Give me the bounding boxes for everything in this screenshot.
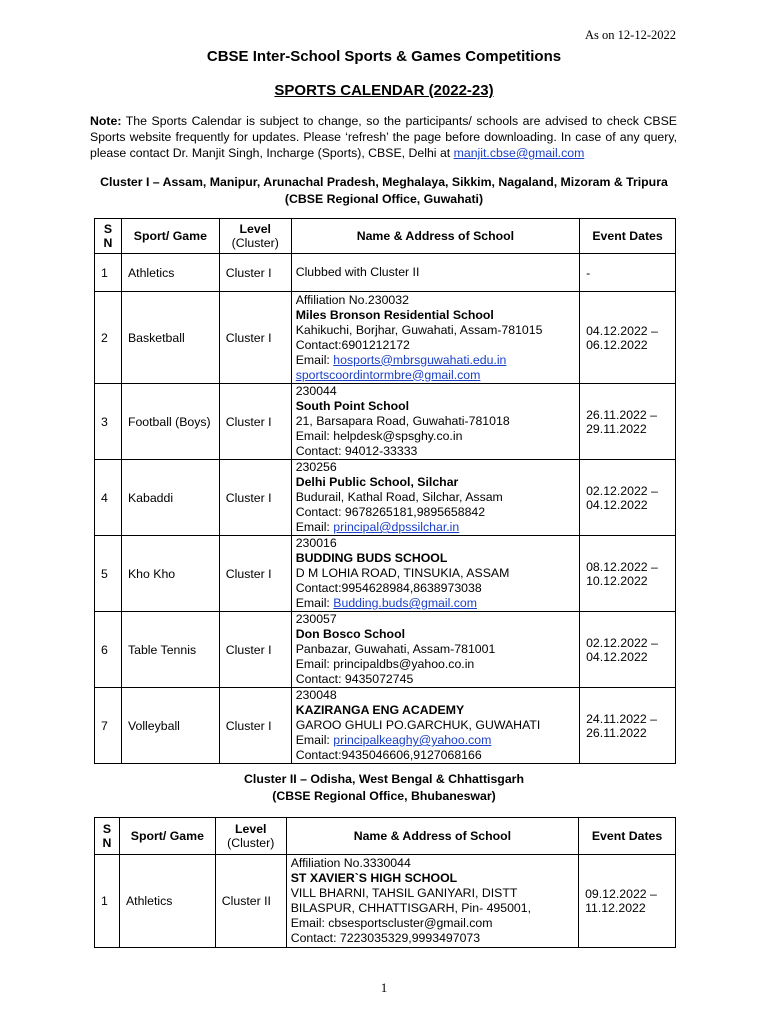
level-header bbox=[215, 818, 286, 855]
school-line-text: Email: bbox=[295, 352, 334, 367]
school-name bbox=[291, 871, 574, 886]
school-line-text: Contact:6901212172 bbox=[295, 337, 410, 352]
school-line-text: BUDDING BUDS SCHOOL bbox=[295, 551, 448, 565]
email-link[interactable]: principal@dpssilchar.in bbox=[333, 520, 460, 534]
event-dates-cell: 02.12.2022 – 04.12.2022 bbox=[580, 460, 676, 536]
school-header: Name & Address of School bbox=[286, 818, 578, 855]
table-row bbox=[95, 536, 676, 612]
school-line-text: 21, Barsapara Road, Guwahati-781018 bbox=[295, 414, 510, 428]
school-detail-line bbox=[296, 672, 575, 687]
cluster2-heading-line1: Cluster II – Odisha, West Bengal & Chhattisgarh bbox=[244, 772, 524, 786]
event-dates-cell: 26.11.2022 – 29.11.2022 bbox=[580, 384, 676, 460]
note-text: The Sports Calendar is subject to change, so the participants/ schools are advised to check CBSE Sports website frequently for updates. Please ‘refresh’ the page before downloading. In case of any query, please contact Dr. Manjit Singh, Incharge (Sports), CBSE, Delhi at bbox=[90, 114, 677, 160]
school-detail-line bbox=[296, 642, 575, 657]
email-link[interactable]: principalkeaghy@yahoo.com bbox=[333, 733, 492, 747]
school-line-text: VILL BHARNI, TAHSIL GANIYARI, DISTT bbox=[290, 886, 518, 900]
email-link[interactable]: sportscoordintormbre@gmail.com bbox=[295, 367, 481, 382]
school-detail-line bbox=[296, 733, 575, 748]
school-detail-line bbox=[296, 460, 575, 475]
event-dates-cell: 09.12.2022 – 11.12.2022 bbox=[579, 855, 676, 948]
school-cell bbox=[286, 855, 578, 948]
note-paragraph bbox=[90, 113, 677, 161]
school-line-text: Contact: 9435072745 bbox=[295, 672, 414, 686]
cluster2-heading bbox=[0, 771, 768, 804]
cluster2-heading-line2: (CBSE Regional Office, Bhubaneswar) bbox=[272, 788, 496, 803]
school-cell bbox=[291, 612, 579, 688]
dates-header: Event Dates bbox=[580, 219, 676, 254]
note-label: Note: bbox=[90, 114, 122, 128]
page-number: 1 bbox=[380, 980, 388, 995]
sport-cell: Basketball bbox=[121, 292, 219, 384]
sport-cell: Athletics bbox=[121, 254, 219, 292]
level-cell: Cluster I bbox=[219, 254, 291, 292]
table-row bbox=[95, 460, 676, 536]
school-detail-line bbox=[296, 353, 575, 368]
school-line-text: Email: cbsesportscluster@gmail.com bbox=[290, 916, 493, 930]
school-detail-line bbox=[296, 429, 575, 444]
cluster1-heading-line2: (CBSE Regional Office, Guwahati) bbox=[284, 191, 484, 206]
event-dates-cell: 02.12.2022 – 04.12.2022 bbox=[580, 612, 676, 688]
school-line-text: Panbazar, Guwahati, Assam-781001 bbox=[295, 642, 496, 656]
table-row bbox=[95, 254, 676, 292]
school-detail-line bbox=[296, 368, 575, 383]
school-line-text: GAROO GHULI PO.GARCHUK, GUWAHATI bbox=[295, 718, 541, 732]
table-row bbox=[95, 612, 676, 688]
cluster1-heading bbox=[0, 174, 768, 207]
sport-cell: Kabaddi bbox=[121, 460, 219, 536]
table-row bbox=[95, 384, 676, 460]
sn-cell: 1 bbox=[95, 254, 122, 292]
sn-cell: 5 bbox=[95, 536, 122, 612]
school-line-text: 230256 bbox=[295, 460, 337, 474]
school-name bbox=[296, 308, 575, 323]
school-cell bbox=[291, 536, 579, 612]
level-header-sub: (Cluster) bbox=[231, 236, 279, 250]
school-detail-line bbox=[296, 596, 575, 611]
school-detail-line bbox=[296, 657, 575, 672]
school-detail-line bbox=[296, 718, 575, 733]
school-cell bbox=[291, 292, 579, 384]
school-line-text: Miles Bronson Residential School bbox=[295, 307, 494, 322]
sn-header: S N bbox=[95, 219, 122, 254]
sn-cell: 3 bbox=[95, 384, 122, 460]
school-line-text: Email: bbox=[295, 520, 334, 534]
school-detail-line bbox=[291, 916, 574, 931]
school-detail-line bbox=[296, 414, 575, 429]
table-row bbox=[95, 292, 676, 384]
school-detail-line bbox=[296, 265, 575, 280]
school-detail-line bbox=[296, 520, 575, 535]
school-line-text: South Point School bbox=[295, 399, 410, 413]
sn-header: S N bbox=[95, 818, 120, 855]
school-detail-line bbox=[296, 536, 575, 551]
level-cell: Cluster I bbox=[219, 292, 291, 384]
school-line-text: 230016 bbox=[295, 536, 337, 550]
level-cell: Cluster I bbox=[219, 384, 291, 460]
school-detail-line bbox=[296, 688, 575, 703]
school-line-text: Email: bbox=[295, 596, 334, 610]
school-detail-line bbox=[291, 886, 574, 901]
school-line-text: Affiliation No.230032 bbox=[295, 292, 409, 307]
subtitle-text: SPORTS CALENDAR (2022-23) bbox=[274, 82, 494, 99]
school-line-text: 230048 bbox=[295, 688, 337, 702]
school-line-text: Contact:9435046606,9127068166 bbox=[295, 748, 482, 762]
event-dates-cell: - bbox=[580, 254, 676, 292]
school-name bbox=[296, 399, 575, 414]
sport-header: Sport/ Game bbox=[121, 219, 219, 254]
school-detail-line bbox=[296, 444, 575, 459]
school-line-text: Clubbed with Cluster II bbox=[295, 265, 420, 279]
school-detail-line bbox=[296, 384, 575, 399]
sn-cell: 6 bbox=[95, 612, 122, 688]
school-line-text: Contact: 9678265181,9895658842 bbox=[295, 505, 486, 519]
school-detail-line bbox=[296, 566, 575, 581]
school-line-text: Email: bbox=[295, 733, 334, 747]
school-detail-line bbox=[296, 338, 575, 353]
event-dates-cell: 08.12.2022 – 10.12.2022 bbox=[580, 536, 676, 612]
sn-cell: 2 bbox=[95, 292, 122, 384]
school-line-text: Affiliation No.3330044 bbox=[290, 856, 411, 870]
sport-cell: Kho Kho bbox=[121, 536, 219, 612]
level-header-label: Level bbox=[239, 222, 271, 236]
school-line-text: KAZIRANGA ENG ACADEMY bbox=[295, 703, 465, 717]
level-cell: Cluster I bbox=[219, 612, 291, 688]
contact-email-link[interactable]: manjit.cbse@gmail.com bbox=[453, 146, 585, 160]
sn-cell: 4 bbox=[95, 460, 122, 536]
school-header: Name & Address of School bbox=[291, 219, 579, 254]
dates-header: Event Dates bbox=[579, 818, 676, 855]
school-cell bbox=[291, 688, 579, 764]
school-detail-line bbox=[296, 612, 575, 627]
school-cell bbox=[291, 384, 579, 460]
school-name bbox=[296, 627, 575, 642]
cluster1-heading-line1: Cluster I – Assam, Manipur, Arunachal Pradesh, Meghalaya, Sikkim, Nagaland, Mizoram & Tripura bbox=[100, 175, 668, 189]
table-row bbox=[95, 688, 676, 764]
school-detail-line bbox=[296, 490, 575, 505]
school-cell bbox=[291, 254, 579, 292]
school-line-text: Email: principaldbs@yahoo.co.in bbox=[295, 657, 475, 671]
document-subtitle bbox=[0, 82, 768, 99]
school-cell bbox=[291, 460, 579, 536]
school-line-text: ST XAVIER`S HIGH SCHOOL bbox=[290, 871, 458, 885]
sport-cell: Athletics bbox=[119, 855, 215, 948]
level-cell: Cluster II bbox=[215, 855, 286, 948]
email-link[interactable]: Budding.buds@gmail.com bbox=[333, 596, 478, 610]
school-detail-line bbox=[296, 748, 575, 763]
school-line-text: BILASPUR, CHHATTISGARH, Pin- 495001, bbox=[290, 901, 532, 915]
school-name bbox=[296, 703, 575, 718]
school-detail-line bbox=[296, 505, 575, 520]
school-line-text: Delhi Public School, Silchar bbox=[295, 475, 459, 489]
school-detail-line bbox=[291, 931, 574, 946]
sport-cell: Football (Boys) bbox=[121, 384, 219, 460]
school-line-text: Contact:9954628984,8638973038 bbox=[295, 581, 482, 595]
sn-cell: 1 bbox=[95, 855, 120, 948]
level-cell: Cluster I bbox=[219, 460, 291, 536]
email-link[interactable]: hosports@mbrsguwahati.edu.in bbox=[333, 352, 507, 367]
school-detail-line bbox=[291, 901, 574, 916]
level-cell: Cluster I bbox=[219, 536, 291, 612]
level-header-label: Level bbox=[235, 822, 267, 836]
event-dates-cell: 04.12.2022 – 06.12.2022 bbox=[580, 292, 676, 384]
school-line-text: Kahikuchi, Borjhar, Guwahati, Assam-781015 bbox=[295, 322, 543, 337]
cluster1-table bbox=[94, 218, 676, 764]
level-cell: Cluster I bbox=[219, 688, 291, 764]
school-line-text: 230057 bbox=[295, 612, 337, 626]
school-line-text: Email: helpdesk@spsghy.co.in bbox=[295, 429, 463, 443]
school-line-text: Budurail, Kathal Road, Silchar, Assam bbox=[295, 490, 503, 504]
sport-cell: Volleyball bbox=[121, 688, 219, 764]
school-line-text: D M LOHIA ROAD, TINSUKIA, ASSAM bbox=[295, 566, 510, 580]
document-title: CBSE Inter-School Sports & Games Competitions bbox=[206, 48, 562, 65]
sport-cell: Table Tennis bbox=[121, 612, 219, 688]
as-of-date: As on 12-12-2022 bbox=[585, 28, 676, 42]
level-header-sub: (Cluster) bbox=[227, 836, 275, 850]
school-line-text: Contact: 7223035329,9993497073 bbox=[290, 931, 481, 945]
school-detail-line bbox=[296, 293, 575, 308]
cluster2-table bbox=[94, 817, 676, 948]
sn-cell: 7 bbox=[95, 688, 122, 764]
school-detail-line bbox=[296, 581, 575, 596]
school-detail-line bbox=[291, 856, 574, 871]
school-name bbox=[296, 475, 575, 490]
school-name bbox=[296, 551, 575, 566]
school-line-text: Don Bosco School bbox=[295, 627, 405, 641]
table-row bbox=[95, 855, 676, 948]
event-dates-cell: 24.11.2022 – 26.11.2022 bbox=[580, 688, 676, 764]
cluster2-header-row bbox=[95, 818, 676, 855]
level-header bbox=[219, 219, 291, 254]
school-detail-line bbox=[296, 323, 575, 338]
sport-header: Sport/ Game bbox=[119, 818, 215, 855]
cluster1-header-row bbox=[95, 219, 676, 254]
school-line-text: 230044 bbox=[295, 384, 337, 398]
school-line-text: Contact: 94012-33333 bbox=[295, 444, 418, 458]
